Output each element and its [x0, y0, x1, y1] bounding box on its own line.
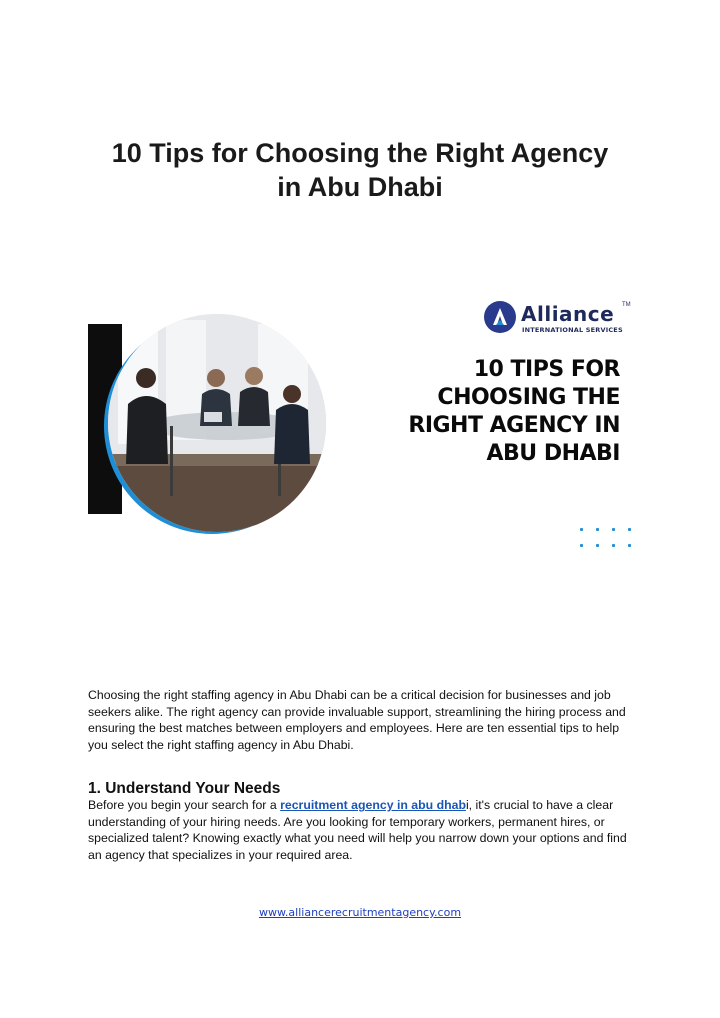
banner-heading-line-4: ABU DHABI: [486, 441, 620, 466]
alliance-logo-subtitle: INTERNATIONAL SERVICES: [522, 326, 623, 334]
footer-website-link[interactable]: www.alliancerecruitmentagency.com: [258, 906, 462, 919]
decorative-dot-grid: [580, 528, 640, 552]
alliance-logo-brand: Alliance: [521, 302, 615, 326]
decorative-dot: [612, 544, 615, 547]
banner-heading-line-1: 10 TIPS FOR: [473, 357, 620, 382]
decorative-dot: [580, 544, 583, 547]
recruitment-agency-link[interactable]: recruitment agency in abu dhab: [280, 798, 466, 813]
decorative-dot: [596, 544, 599, 547]
section-1-paragraph: [88, 797, 636, 863]
section-1-text-after-link: i, it's crucial to have a clear understanding of your hiring needs. Are you looking for temporary workers, permanent hires, or specialized talent? Knowing exactly what you need will help you narrow down your options and find an agency that specializes in your required area.: [88, 798, 627, 862]
section-1-heading: 1. Understand Your Needs: [88, 779, 281, 797]
banner-heading-line-2: CHOOSING THE: [437, 385, 620, 410]
intro-paragraph: Choosing the right staffing agency in Abu Dhabi can be a critical decision for businesses and job seekers alike. The right agency can provide invaluable support, streamlining the hiring process and ensuring the best matches between employers and employees. Here are ten essential tips to help you select the right staffing agency in Abu Dhabi.: [88, 688, 626, 752]
meeting-illustration: [108, 314, 326, 532]
office-meeting-photo: [108, 314, 326, 532]
decorative-dot: [628, 544, 631, 547]
decorative-dot: [596, 528, 599, 531]
document-title-line-2: in Abu Dhabi: [277, 172, 443, 203]
hero-banner: [88, 296, 648, 556]
document-title-line-1: 10 Tips for Choosing the Right Agency: [111, 138, 609, 169]
decorative-dot: [628, 528, 631, 531]
decorative-dot: [580, 528, 583, 531]
alliance-logo-trademark: TM: [622, 302, 631, 308]
section-1-text-before-link: Before you begin your search for a: [88, 798, 281, 813]
decorative-dot: [612, 528, 615, 531]
banner-heading-line-3: RIGHT AGENCY IN: [408, 413, 620, 438]
document-title: [60, 136, 660, 204]
alliance-logo-icon: [483, 300, 517, 334]
banner-heading: [408, 356, 620, 468]
alliance-logo: [483, 300, 633, 340]
